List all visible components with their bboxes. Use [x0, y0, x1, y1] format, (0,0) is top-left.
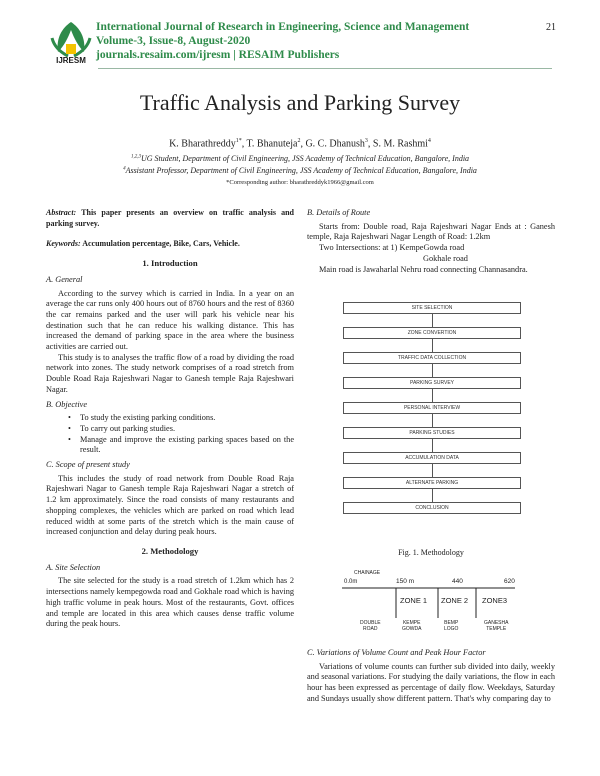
flow-step: SITE SELECTION: [343, 302, 521, 314]
right-column-bottom: [307, 648, 555, 705]
flow-step: CONCLUSION: [343, 502, 521, 514]
flow-step: ZONE CONVERTION: [343, 327, 521, 339]
header-divider: [98, 68, 552, 69]
zone-label: ZONE3: [482, 596, 508, 605]
paragraph: Main road is Jawaharlal Nehru road connecting Channasandra.: [319, 264, 528, 274]
abstract: [46, 208, 294, 229]
journal-info: [96, 20, 469, 62]
page-number: 21: [546, 22, 556, 33]
list-item: • To carry out parking studies.: [68, 424, 294, 435]
author-sup: 4: [427, 138, 431, 144]
journal-volume: Volume-3, Issue-8, August-2020: [96, 35, 251, 47]
flow-step: PERSONAL INTERVIEW: [343, 402, 521, 414]
author-list: [0, 138, 600, 149]
author-sup: 1*: [235, 138, 242, 144]
paragraph: Gokhale road: [423, 253, 468, 263]
affil-text: UG Student, Department of Civil Engineering, JSS Academy of Technical Education, Bangalore, India: [140, 154, 470, 163]
paragraph: The site selected for the study is a road stretch of 1.2km which has 2 intersections namely kempegowda road and Gokhale road which is having high traffic volume in peak hours. Most of the restaurants, Govt. offices and temple are located in this area which causes dense traffic volume during the peak hours.: [46, 576, 294, 629]
paragraph: Two Intersections: at 1) KempeGowda road: [319, 243, 465, 253]
subsection-heading: B. Objective: [46, 399, 88, 409]
section-heading: 1. Introduction: [142, 258, 198, 269]
flow-step: ALTERNATE PARKING: [343, 477, 521, 489]
journal-url[interactable]: journals.resaim.com/ijresm | RESAIM Publishers: [96, 49, 340, 61]
author-name: K. Bharathreddy: [169, 138, 236, 150]
chainage-value: 620: [504, 578, 515, 585]
paragraph: This includes the study of road network from Double Road Raja Rajeshwari Nagar to Ganesh temple Raja Rajeshwari Nagar a stretch of 1.2 km approximately. Since the road consists of many restaurants and shopping complexes, the vehicles which are parked on road which lead reduced width at some parts of the stretch which is the main cause of increased conjunction and delay during peak hours.: [46, 473, 294, 537]
paper-title: Traffic Analysis and Parking Survey: [139, 90, 461, 115]
affil-sup: 1,2,3: [130, 154, 141, 160]
zone-diagram: [340, 570, 560, 640]
affil-sup: 4: [123, 166, 126, 172]
author-sup: 3: [364, 138, 368, 144]
subsection-heading: B. Details of Route: [307, 208, 371, 217]
affiliation-2: [0, 166, 600, 175]
paragraph: Variations of volume counts can further sub divided into daily, weekly and seasonal variations. For studying the daily variations, the flow in each hour has been expressed as percentage of daily flow. Weekdays, Saturday and Sundays usually show different pattern. That's why comparing day to: [307, 661, 555, 703]
objective-list: [68, 413, 294, 456]
chainage-value: 0.0m: [344, 579, 358, 585]
list-item: • Manage and improve the existing parking spaces based on the result.: [68, 435, 294, 456]
section-heading: 2. Methodology: [141, 545, 199, 556]
chainage-value: 440: [452, 578, 463, 585]
affiliation-1: [0, 154, 600, 163]
author-name: , T. Bhanuteja: [241, 138, 298, 150]
keywords: [46, 239, 294, 250]
zone-label: ZONE 1: [400, 596, 428, 605]
zone-label: ZONE 2: [441, 596, 469, 605]
journal-header: [46, 12, 566, 68]
author-name: , G. C. Dhanush: [300, 138, 365, 150]
list-item: • To study the existing parking conditions.: [68, 413, 294, 424]
logo-text: IJRESM: [56, 56, 86, 65]
left-column: [46, 208, 294, 630]
methodology-flowchart: [343, 302, 521, 527]
subsection-heading: A. Site Selection: [46, 562, 101, 572]
location-label: DOUBLE ROAD: [360, 620, 381, 632]
paragraph: Starts from: Double road, Raja Rajeshwari Nagar Ends at : Ganesh temple, Raja Rajeshwari Nagar Length of Road: 1.2km: [307, 221, 555, 242]
keywords-text: Accumulation percentage, Bike, Cars, Vehicle.: [80, 239, 240, 249]
author-name: , S. M. Rashmi: [367, 138, 428, 150]
affil-text: Assistant Professor, Department of Civil Engineering, JSS Academy of Technical Education, Bangalore, India: [125, 166, 477, 175]
flow-step: PARKING SURVEY: [343, 377, 521, 389]
flow-step: ACCUMULATION DATA: [343, 452, 521, 464]
figure-caption: Fig. 1. Methodology: [398, 548, 464, 557]
flow-step: PARKING STUDIES: [343, 427, 521, 439]
location-label: KEMPE GOWDA: [402, 620, 422, 632]
subsection-heading: C. Scope of present study: [46, 460, 130, 470]
paragraph: This study is to analyses the traffic flow of a road by dividing the road network into zones. The study network comprises of a road stretch from Double Road Raja Rajeshwari Nagar to Ganesh temple Raja Rajeshwari Nagar.: [46, 352, 294, 394]
chainage-label: CHAINAGE: [354, 570, 381, 576]
journal-name: International Journal of Research in Engineering, Science and Management: [96, 21, 470, 33]
flow-step: TRAFFIC DATA COLLECTION: [343, 352, 521, 364]
chainage-value: 150 m: [396, 578, 415, 585]
right-column-top: [307, 208, 555, 275]
paragraph: According to the survey which is carried in India. In a year on an average the car runs only 400 hours out of 8760 hours and the rest of 8360 the car remains parked and the user will park his vehicle near his destination such that he can reduce his walking distance. This has increased the demand of parking space in the area where the business activities are carried out.: [46, 288, 294, 352]
abstract-text: This paper presents an overview on traffic analysis and parking survey.: [46, 208, 294, 228]
subsection-heading: A. General: [46, 274, 83, 284]
corresponding-author: *Corresponding author: bharathreddyk1966@gmail.com: [226, 179, 374, 186]
author-sup: 2: [297, 138, 301, 144]
keywords-label: Keywords:: [46, 239, 81, 249]
abstract-label: Abstract:: [46, 208, 77, 217]
location-label: GANESHA TEMPLE: [484, 620, 509, 632]
subsection-heading: C. Variations of Volume Count and Peak Hour Factor: [307, 648, 486, 657]
location-label: BEMP LOGO: [444, 620, 459, 632]
